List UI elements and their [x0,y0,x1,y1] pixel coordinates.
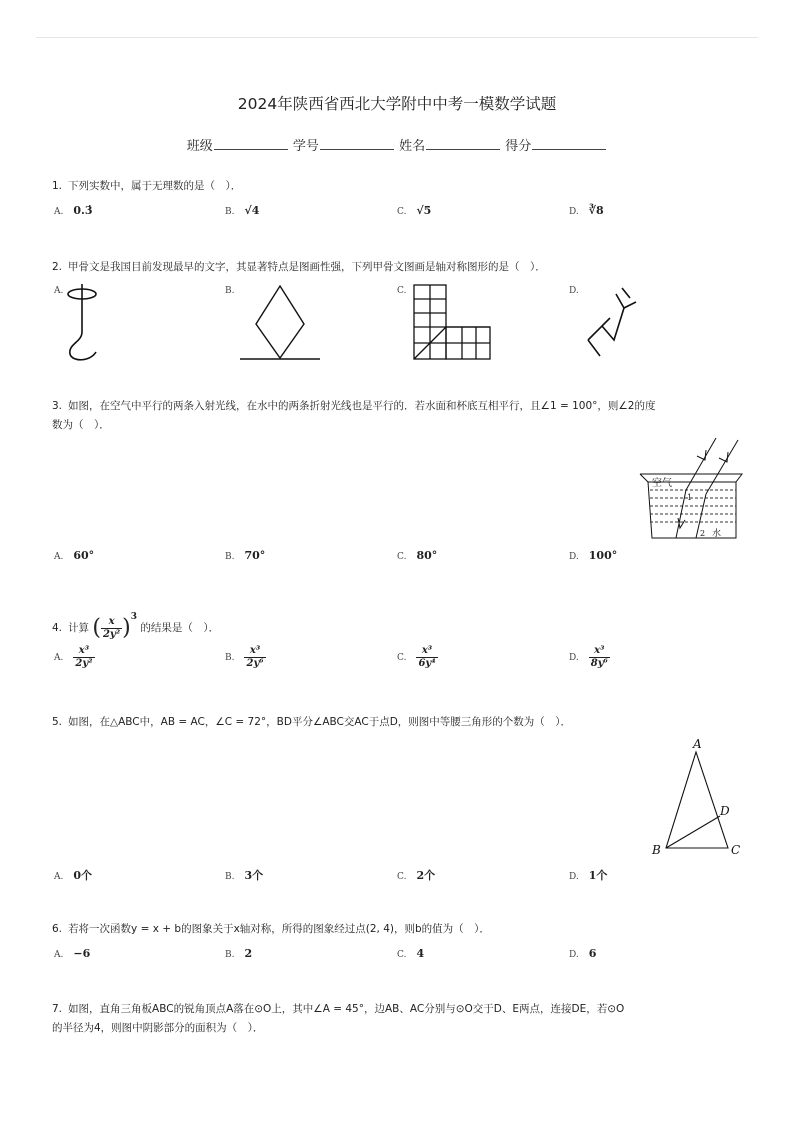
page-top-rule [36,37,758,38]
question-3 [52,397,752,435]
field-id-label: 学号 [292,139,319,154]
oracle-glyph-hook-image[interactable] [60,282,110,364]
option-d[interactable]: D. 6 [569,947,597,960]
question-number: 4. [52,622,63,634]
field-score-label: 得分 [505,139,532,154]
option-c[interactable]: C. $\frac{\text{x³}}{\text{6y⁴}}$ [397,645,436,669]
option-d[interactable]: D. [569,286,579,296]
student-info-line [0,135,794,154]
question-text-prefix: 计算 [68,622,90,634]
question-text-line1: 如图，在空气中平行的两条入射光线，在水中的两条折射光线也是平行的．若水面和杯底互相平行，且∠1 = 100°，则∠2的度 [68,400,656,412]
question-1 [52,177,241,196]
figure-label-a: A [693,737,702,751]
option-d[interactable]: D. 100° [569,549,618,562]
oracle-glyph-zigzag-image[interactable] [582,282,642,362]
field-name-label: 姓名 [399,139,426,154]
question-number: 3. [52,400,63,412]
oracle-glyph-diamond-image[interactable] [238,282,322,362]
field-id-blank[interactable] [320,137,394,150]
right-paren: ) [122,615,131,641]
option-a[interactable]: A. $\frac{\text{x³}}{\text{2y²}}$ [54,645,93,669]
figure-label-c: C [731,843,741,857]
expression-power: 3 [130,612,137,622]
option-b[interactable]: B. 70° [225,549,266,562]
question-number: 7. [52,1003,63,1015]
figure-label-air: 空气 [652,478,672,489]
figure-label-water: 水 [712,529,722,539]
option-b[interactable]: B. √4 [225,204,260,217]
question-number: 6. [52,923,63,935]
figure-label-b: B [652,843,661,857]
question-text: 甲骨文是我国目前发现最早的文字，其显著特点是图画性强，下列甲骨文图画是轴对称图形的是（ ）． [68,261,546,273]
left-paren: ( [92,615,101,641]
question-7 [52,1000,752,1038]
figure-label-d: D [720,804,730,818]
option-d[interactable]: D. ∛8 [569,204,604,217]
option-b[interactable]: B. 3个 [225,869,264,882]
question-text: 若将一次函数y = x + b的图象关于x轴对称，所得的图象经过点(2, 4)，则b的值为（ ）． [68,923,490,935]
option-a[interactable]: A. 0.3̇ [54,204,93,217]
option-d[interactable]: D. $\frac{\text{x³}}{\text{8y⁶}}$ [569,645,608,669]
option-a[interactable]: A. −6 [54,947,91,960]
question-6 [52,920,490,939]
page-title: 2024年陕西省西北大学附中中考一模数学试题 [237,95,557,113]
figure-label-angle2: 2 [700,529,706,538]
question-text-line2: 数为（ ）． [52,419,110,431]
question-number: 1. [52,180,63,192]
question-5 [52,713,571,732]
question-number: 2. [52,261,63,273]
question-text-line1: 如图，直角三角板ABC的锐角顶点A落在⊙O上，其中∠A = 45°，边AB、AC分别与⊙O交于D、E两点，连接DE，若⊙O [68,1003,625,1015]
light-refraction-figure [638,434,744,546]
question-2 [52,258,546,277]
option-a[interactable]: A. [54,286,64,296]
option-c[interactable]: C. 4 [397,947,425,960]
oracle-glyph-grid-image[interactable] [410,283,494,361]
triangle-abc-figure [648,736,744,860]
option-c[interactable]: C. 2个 [397,869,436,882]
option-a[interactable]: A. 60° [54,549,95,562]
option-b[interactable]: B. $\frac{\text{x³}}{\text{2y⁶}}$ [225,645,264,669]
question-text: 下列实数中，属于无理数的是（ ）． [68,180,242,192]
option-c[interactable]: C. [397,286,407,296]
field-class-label: 班级 [186,139,213,154]
question-4 [52,608,219,641]
field-name-blank[interactable] [426,137,500,150]
field-score-blank[interactable] [532,137,606,150]
question-text: 如图，在△ABC中，AB = AC，∠C = 72°，BD平分∠ABC交AC于点D，则图中等腰三角形的个数为（ ）． [68,716,572,728]
option-c[interactable]: C. √5 [397,204,432,217]
option-a[interactable]: A. 0个 [54,869,93,882]
field-class-blank[interactable] [214,137,288,150]
figure-label-angle1: 1 [687,493,693,502]
option-b[interactable]: B. 2 [225,947,253,960]
option-c[interactable]: C. 80° [397,549,438,562]
option-d[interactable]: D. 1个 [569,869,608,882]
question-number: 5. [52,716,63,728]
option-b[interactable]: B. [225,286,235,296]
question-text-line2: 的半径为4，则图中阴影部分的面积为（ ）． [52,1022,264,1034]
question-text-suffix: 的结果是（ ）． [140,622,220,634]
expression-fraction: $\frac{x}{\text{2y²}}$ [102,615,121,640]
